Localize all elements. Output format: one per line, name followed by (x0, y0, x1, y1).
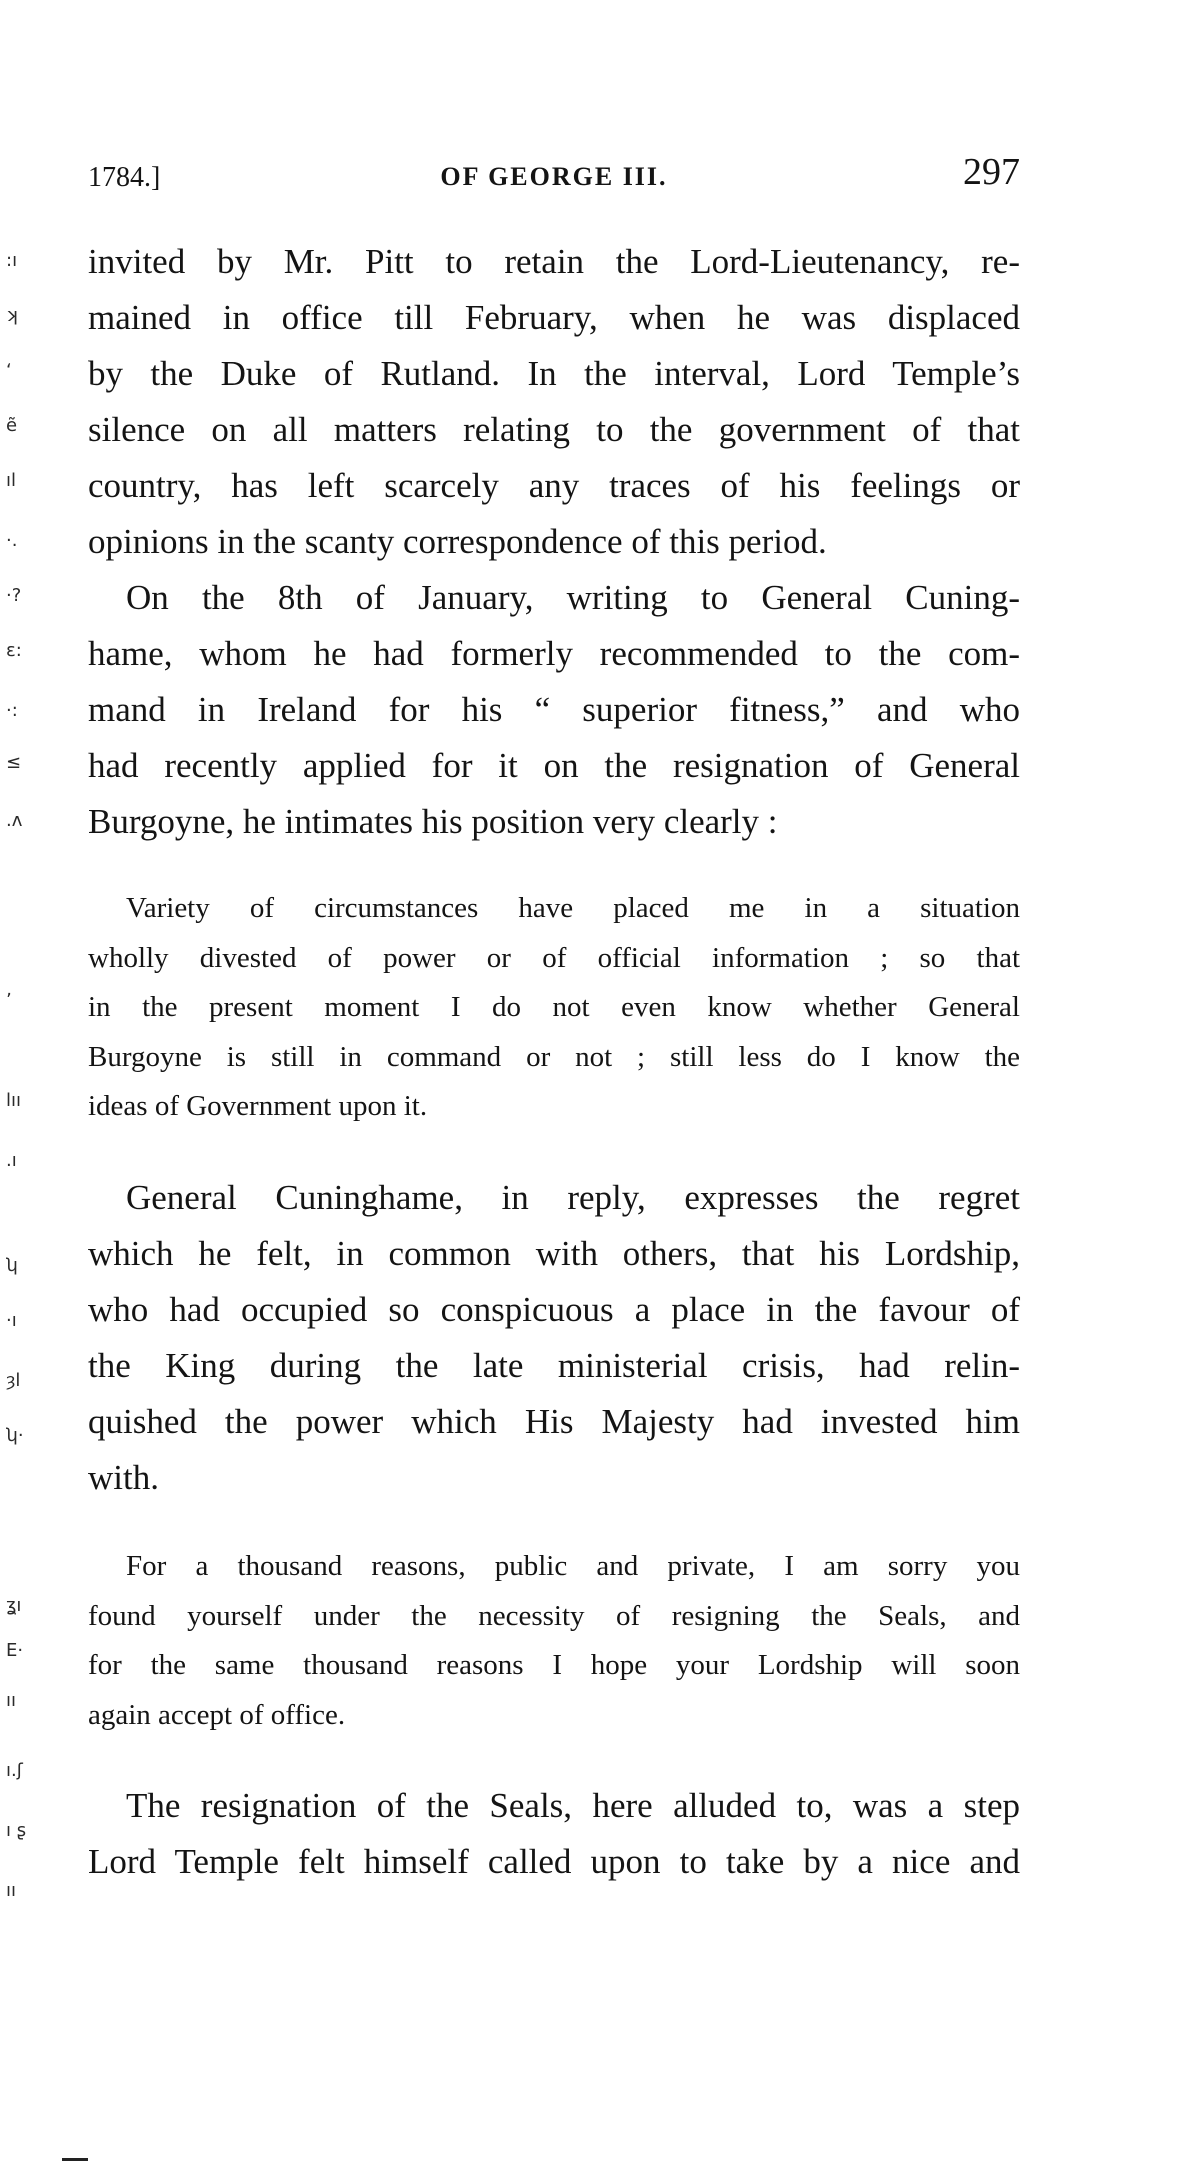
quote-line: found yourself under the necessity of resigning the Seals, and (88, 1599, 1020, 1632)
text-line: General Cuninghame, in reply, expresses the regret (126, 1178, 1020, 1217)
text-line: by the Duke of Rutland. In the interval, Lord Temple’s (88, 354, 1020, 393)
text-line: Burgoyne, he intimates his position very clearly : (88, 802, 778, 841)
text-line: the King during the late ministerial crisis, had relin- (88, 1346, 1020, 1385)
quote-line: wholly divested of power or of official information ; so that (88, 941, 1020, 974)
paragraph-resignation (88, 1778, 1020, 1890)
text-line: with. (88, 1458, 159, 1497)
block-quote-cuninghame (88, 1542, 1020, 1740)
quote-line: Variety of circumstances have placed me in a situation (126, 892, 1020, 924)
quote-line: ideas of Government upon it. (88, 1090, 428, 1122)
quote-line: in the present moment I do not even know whether General (88, 991, 1020, 1023)
text-line: which he felt, in common with others, that his Lordship, (88, 1234, 1020, 1273)
text-line: country, has left scarcely any traces of his feelings or (88, 466, 1020, 505)
text-line: silence on all matters relating to the government of that (88, 410, 1020, 449)
text-line: mand in Ireland for his “ superior fitness,” and who (88, 690, 1020, 729)
paragraph-cuninghame-letter (88, 570, 1020, 850)
text-line: opinions in the scanty correspondence of this period. (88, 522, 827, 561)
block-quote-temple (88, 884, 1020, 1132)
quote-line: for the same thousand reasons I hope your Lordship will soon (88, 1649, 1020, 1681)
text-line: invited by Mr. Pitt to retain the Lord-Lieutenancy, re- (88, 242, 1020, 281)
header-year: 1784.] (88, 162, 161, 193)
quote-line: Burgoyne is still in command or not ; still less do I know the (88, 1040, 1020, 1073)
page-bottom-mark (62, 2158, 88, 2161)
running-header (88, 150, 1020, 198)
text-line: hame, whom he had formerly recommended to the com- (88, 634, 1020, 673)
text-line: who had occupied so conspicuous a place in the favour of (88, 1290, 1020, 1329)
paragraph-cuninghame-reply (88, 1170, 1020, 1506)
page-number: 297 (963, 151, 1020, 193)
text-line: Lord Temple felt himself called upon to take by a nice and (88, 1842, 1020, 1881)
binding-gutter-marks: :ı ʞ ʻ ẽ ıl ·. ·? ɛ: ·: ≤ .ʌ ʼ lıı .ı ʮ ·ı ȝl ʮ· ʓı E· ıı ı.ʃ ı ʂ ıı (6, 250, 27, 1901)
quote-line: again accept of office. (88, 1698, 346, 1731)
text-line: On the 8th of January, writing to General Cuning- (126, 578, 1020, 617)
text-line: had recently applied for it on the resignation of General (88, 746, 1020, 785)
quote-line: For a thousand reasons, public and private, I am sorry you (126, 1550, 1020, 1582)
running-title: OF GEORGE III. (440, 162, 668, 191)
text-line: quished the power which His Majesty had invested him (88, 1402, 1020, 1441)
text-line: mained in office till February, when he was displaced (88, 298, 1020, 337)
text-line: The resignation of the Seals, here alluded to, was a step (126, 1786, 1020, 1825)
paragraph-continuation (88, 234, 1020, 570)
